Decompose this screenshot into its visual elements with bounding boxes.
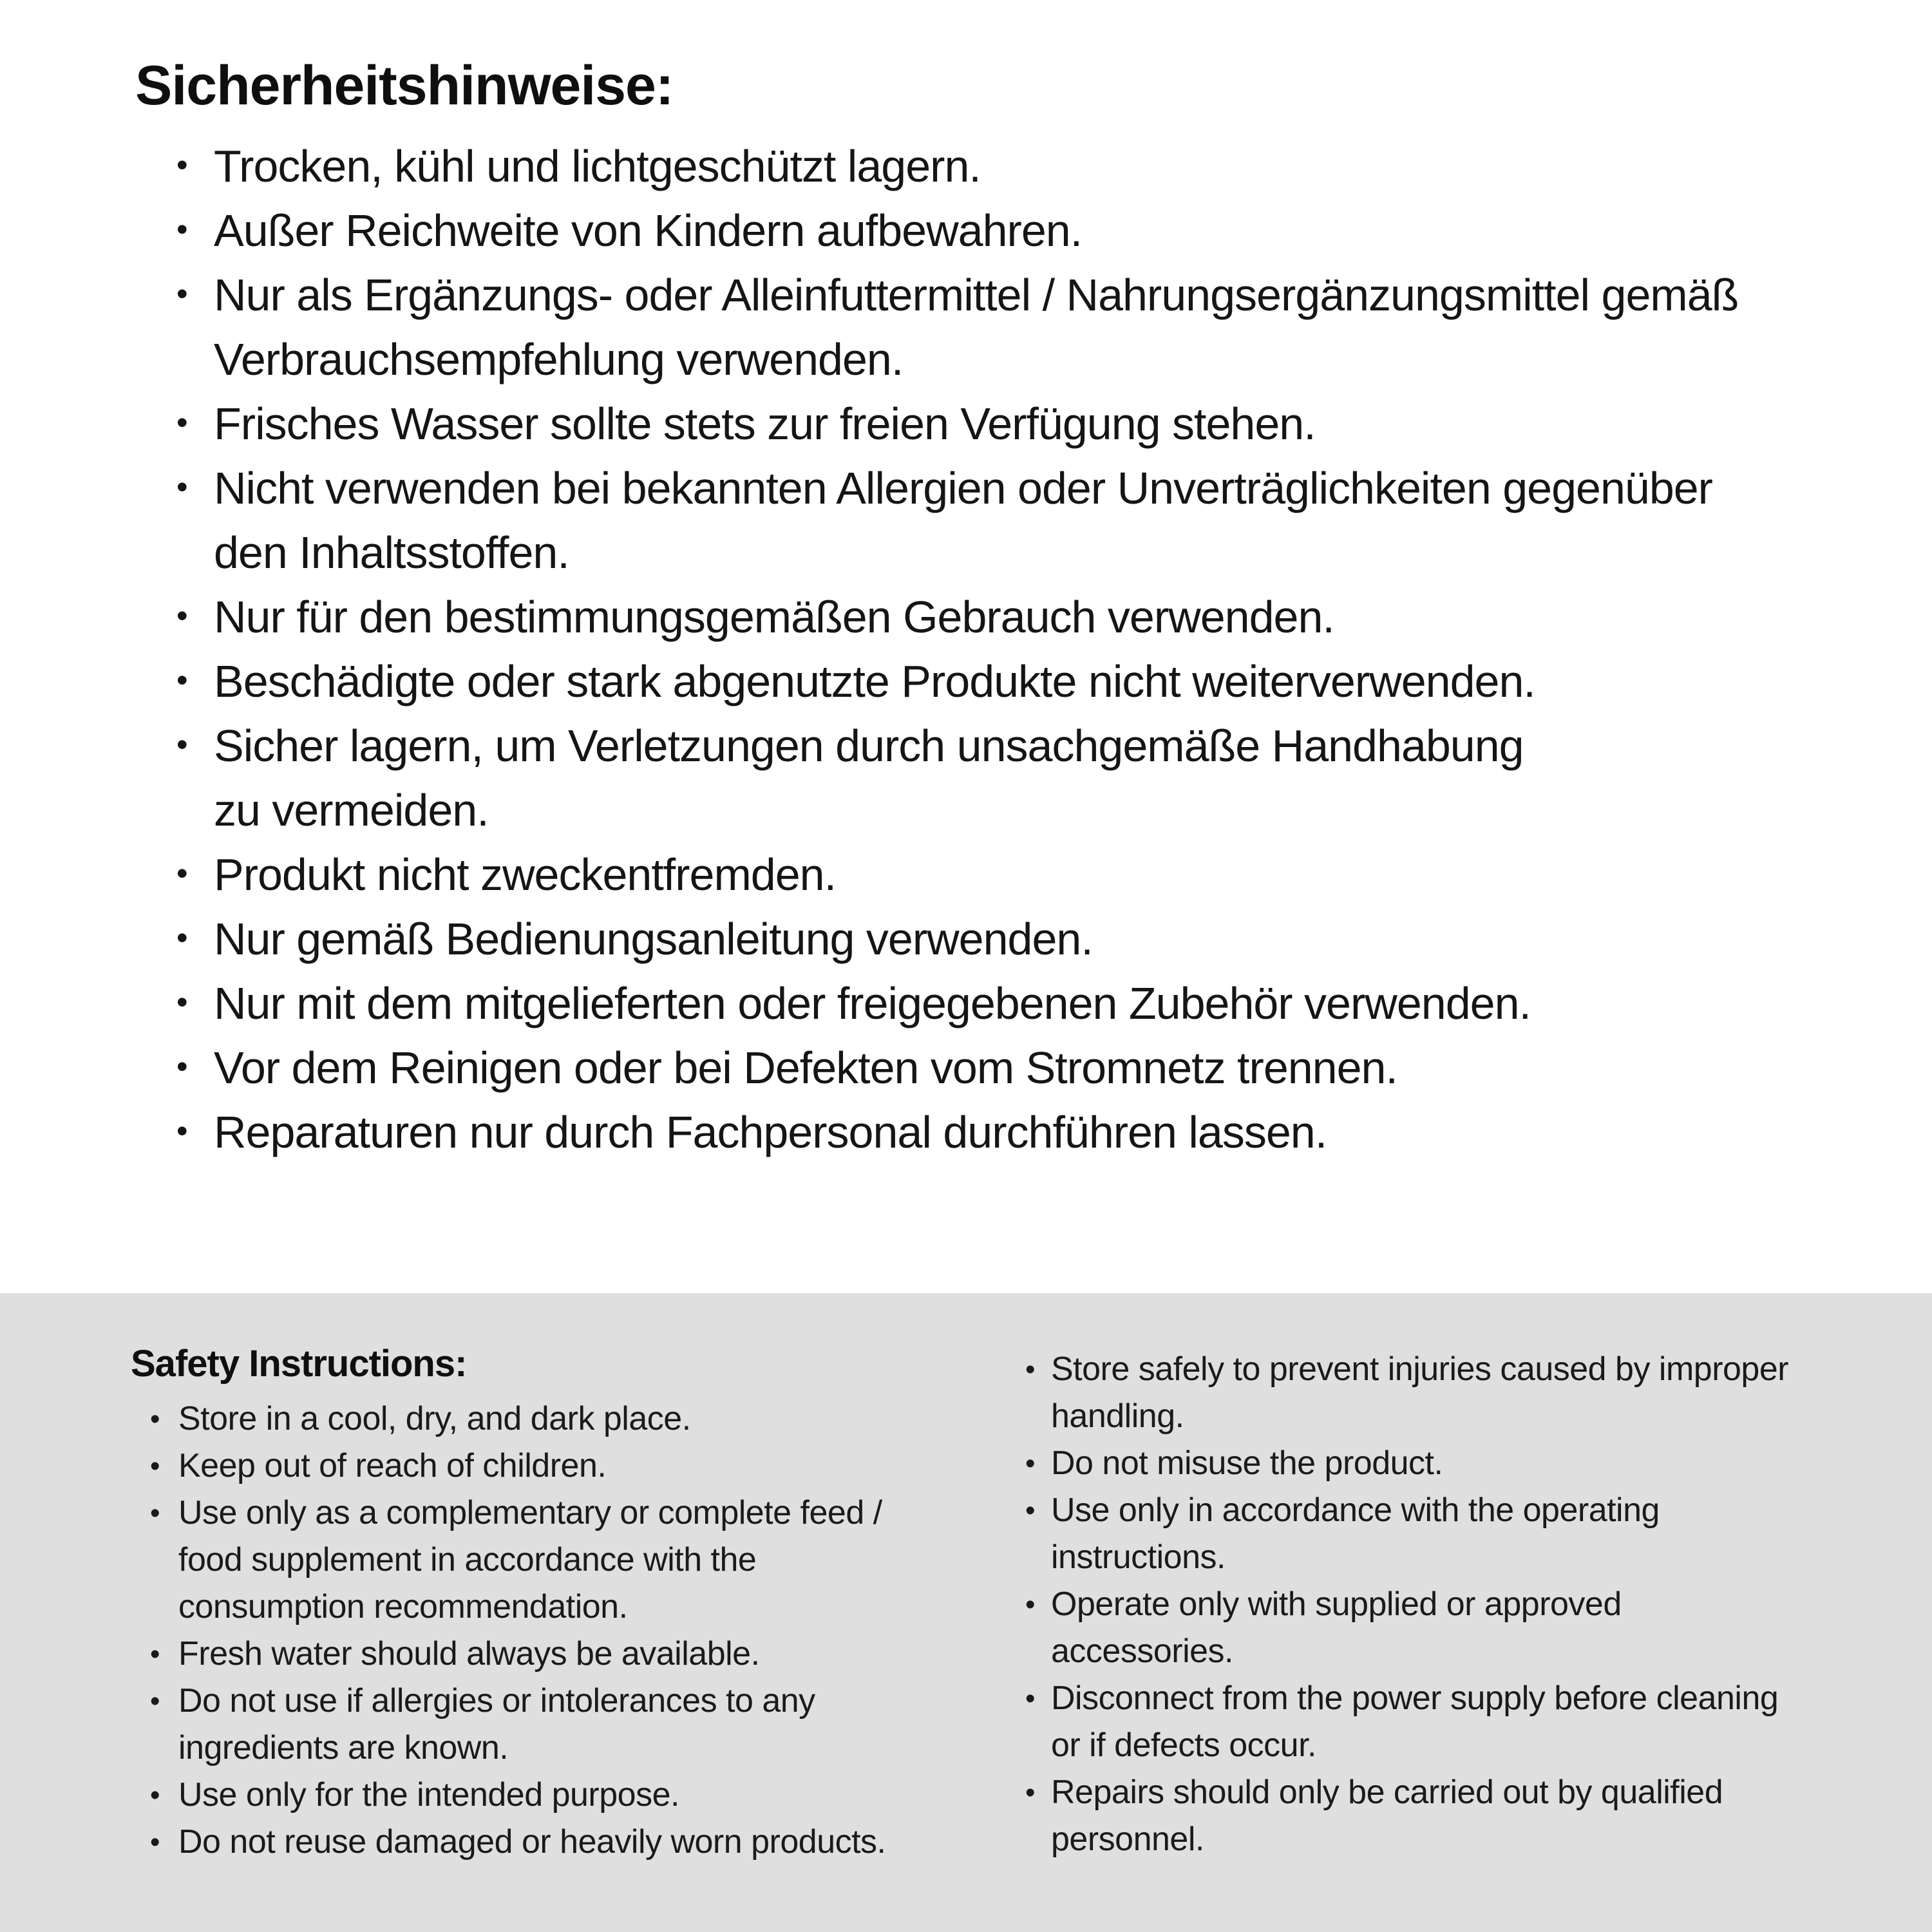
- english-translation-panel: [0, 1293, 1932, 1932]
- english-safety-title: Safety Instructions:: [131, 1343, 467, 1385]
- english-left-column: [131, 1342, 968, 1866]
- list-item: • Do not use if allergies or intolerances to any ingredients are known.: [131, 1678, 916, 1772]
- list-item: • Keep out of reach of children.: [131, 1443, 916, 1490]
- list-item: • Nur für den bestimmungsgemäßen Gebrauch verwenden.: [175, 585, 1759, 649]
- list-item: • Nicht verwenden bei bekannten Allergien oder Unverträglichkeiten gegenüber den Inhaltsstoffen.: [175, 456, 1759, 585]
- english-right-column: [1025, 1346, 1798, 1863]
- list-item: • Außer Reichweite von Kindern aufbewahren.: [175, 198, 1759, 263]
- list-item: • Do not misuse the product.: [1025, 1440, 1798, 1487]
- list-item: • Produkt nicht zweckentfremden.: [175, 842, 1759, 907]
- english-left-list: [131, 1396, 916, 1866]
- english-right-list: [1025, 1346, 1798, 1863]
- german-safety-title: Sicherheitshinweise:: [135, 55, 674, 117]
- list-item: • Frisches Wasser sollte stets zur freien Verfügung stehen.: [175, 392, 1759, 456]
- list-item: • Disconnect from the power supply before cleaning or if defects occur.: [1025, 1675, 1798, 1769]
- list-item: • Trocken, kühl und lichtgeschützt lagern.: [175, 134, 1759, 198]
- list-item: • Nur mit dem mitgelieferten oder freigegebenen Zubehör verwenden.: [175, 971, 1759, 1036]
- list-item: • Sicher lagern, um Verletzungen durch unsachgemäße Handhabung zu vermeiden.: [175, 714, 1540, 842]
- list-item: • Reparaturen nur durch Fachpersonal durchführen lassen.: [175, 1100, 1759, 1164]
- list-item: • Use only in accordance with the operating instructions.: [1025, 1487, 1798, 1581]
- list-item: • Operate only with supplied or approved accessories.: [1025, 1581, 1798, 1675]
- list-item: • Use only as a complementary or complete feed / food supplement in accordance with the consumption recommendation.: [131, 1490, 916, 1631]
- list-item: • Beschädigte oder stark abgenutzte Produkte nicht weiterverwenden.: [175, 649, 1759, 714]
- list-item: • Store safely to prevent injuries caused by improper handling.: [1025, 1346, 1798, 1440]
- list-item: • Vor dem Reinigen oder bei Defekten vom Stromnetz trennen.: [175, 1036, 1759, 1100]
- list-item: • Repairs should only be carried out by qualified personnel.: [1025, 1769, 1798, 1863]
- list-item: • Store in a cool, dry, and dark place.: [131, 1396, 916, 1443]
- list-item: • Do not reuse damaged or heavily worn products.: [131, 1819, 916, 1866]
- list-item: • Use only for the intended purpose.: [131, 1772, 916, 1819]
- list-item: • Fresh water should always be available.: [131, 1631, 916, 1678]
- german-safety-list: [175, 134, 1759, 1164]
- list-item: • Nur als Ergänzungs- oder Alleinfuttermittel / Nahrungsergänzungsmittel gemäß Verbrauchsempfehlung verwenden.: [175, 263, 1759, 392]
- list-item: • Nur gemäß Bedienungsanleitung verwenden.: [175, 907, 1759, 971]
